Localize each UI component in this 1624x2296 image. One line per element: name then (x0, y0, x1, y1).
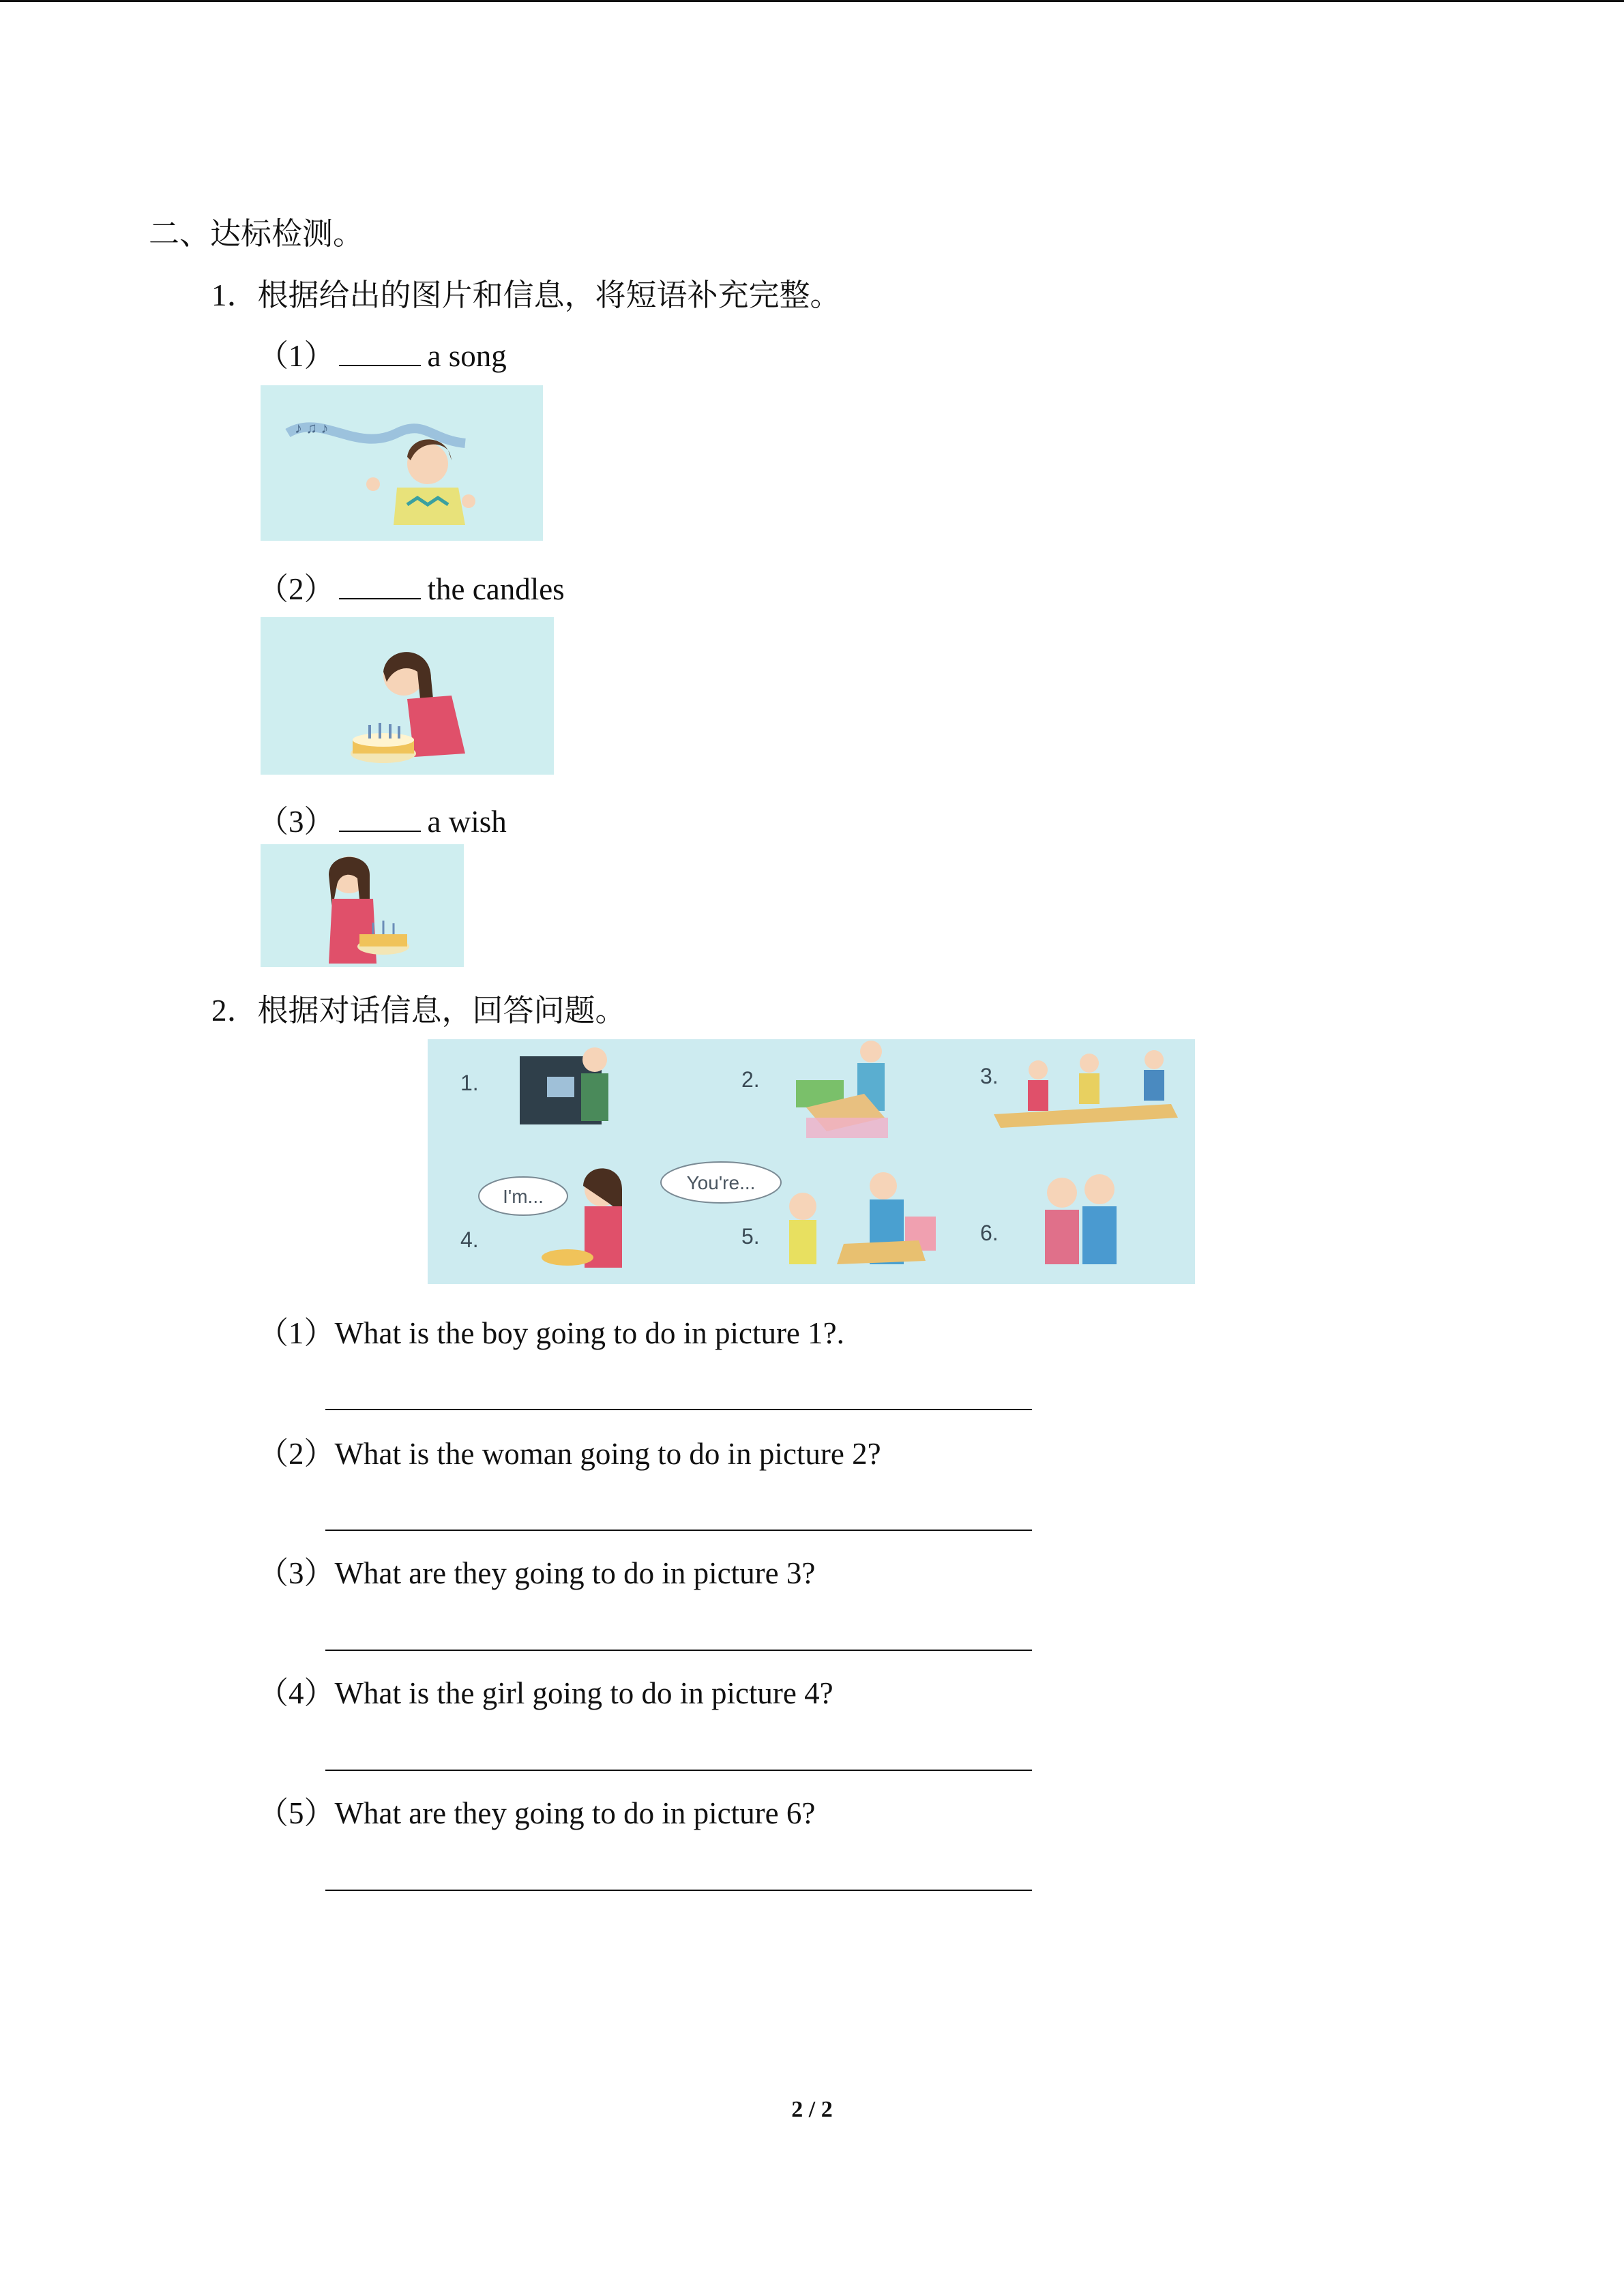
picture-blow-candles (261, 617, 554, 775)
svg-text:♪ ♫ ♪: ♪ ♫ ♪ (295, 419, 329, 436)
item-number: （3） (258, 805, 335, 839)
item-text: the candles (427, 572, 565, 606)
fill-blank[interactable] (339, 336, 421, 366)
picture-sing-song (261, 385, 543, 541)
answer-line-5[interactable] (325, 1890, 1032, 1891)
question-2 (258, 1433, 881, 1474)
question-number: （1） (258, 1316, 335, 1350)
question-3 (258, 1553, 815, 1594)
item-number: （1） (258, 339, 335, 373)
answer-line-3[interactable] (325, 1650, 1032, 1651)
bubble-im: I'm... (503, 1186, 544, 1207)
question-5 (258, 1793, 815, 1834)
answer-line-1[interactable] (325, 1409, 1032, 1410)
question-4 (258, 1673, 833, 1714)
question-text: What is the boy going to do in picture 1?. (334, 1316, 844, 1350)
page-number: 2 / 2 (791, 2097, 833, 2122)
fill-blank[interactable] (339, 802, 421, 832)
question-text: What is the woman going to do in picture 2? (334, 1437, 881, 1471)
bubble-youre: You're... (686, 1172, 756, 1193)
question-1 (258, 1313, 844, 1354)
item-number: （2） (258, 572, 335, 606)
picture-label-4: 4. (460, 1227, 479, 1252)
question-number: （4） (258, 1676, 335, 1710)
picture-make-wish (261, 844, 464, 967)
item-text: a wish (427, 805, 507, 839)
question-text: What are they going to do in picture 6? (334, 1796, 816, 1830)
answer-line-4[interactable] (325, 1770, 1032, 1771)
question-number: （5） (258, 1796, 335, 1830)
item-text: a song (427, 339, 507, 373)
picture-label-3: 3. (980, 1064, 999, 1088)
answer-line-2[interactable] (325, 1530, 1032, 1531)
part1-item-3 (258, 801, 507, 842)
section-heading: 二、达标检测。 (149, 217, 364, 251)
picture-label-1: 1. (460, 1071, 479, 1095)
picture-label-6: 6. (980, 1221, 999, 1245)
part1-title: 1．根据给出的图片和信息，将短语补充完整。 (211, 278, 841, 312)
fill-blank[interactable] (339, 569, 421, 599)
top-border (0, 0, 1624, 2)
question-text: What are they going to do in picture 3? (334, 1556, 816, 1590)
part1-item-1 (258, 336, 507, 376)
question-number: （2） (258, 1437, 335, 1471)
picture-label-2: 2. (741, 1067, 760, 1092)
part1-item-2 (258, 569, 565, 610)
part2-title: 2．根据对话信息，回答问题。 (211, 994, 626, 1028)
question-number: （3） (258, 1556, 335, 1590)
question-text: What is the girl going to do in picture 4? (334, 1676, 833, 1710)
picture-dialogue-panel (428, 1039, 1195, 1284)
picture-label-5: 5. (741, 1224, 760, 1249)
